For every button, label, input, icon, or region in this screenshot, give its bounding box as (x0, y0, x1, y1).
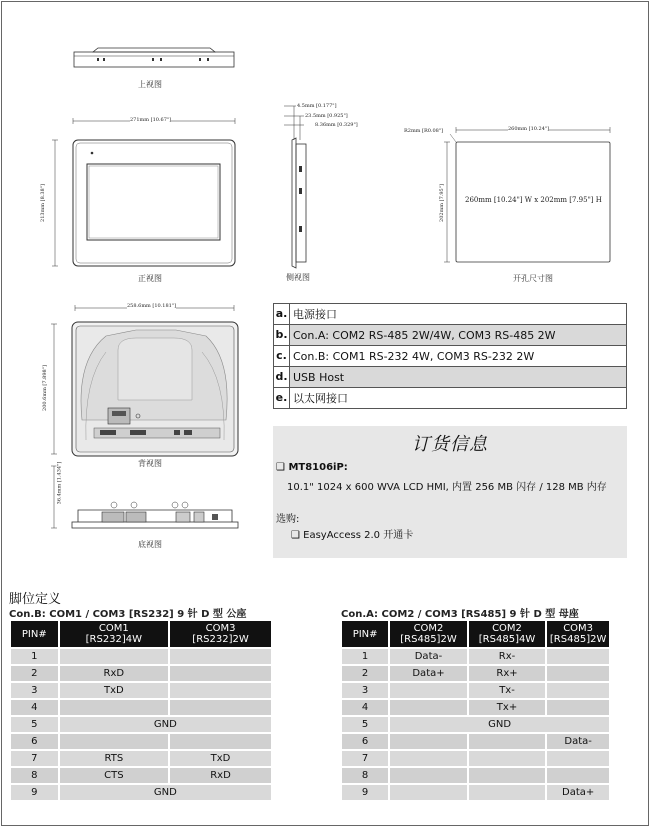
front-width-dim: 271mm [10.67"] (130, 117, 172, 123)
table-cell: 7 (11, 751, 58, 766)
table-cell: 6 (11, 734, 58, 749)
table-header: COM3 [RS232]2W (170, 621, 271, 647)
table-cell: 9 (342, 785, 388, 800)
table-cell: GND (60, 717, 271, 732)
back-view-label: 背视图 (138, 459, 162, 468)
table-cell (469, 768, 546, 783)
order-info-title: 订货信息 (412, 434, 488, 455)
legend-key: c. (274, 346, 290, 366)
table-cell: Tx- (469, 683, 546, 698)
table-cell (170, 649, 271, 664)
legend-text: USB Host (293, 370, 345, 384)
table-cell (170, 700, 271, 715)
legend-text: Con.A: COM2 RS-485 2W/4W, COM3 RS-485 2W (293, 328, 556, 342)
table-cell: GND (390, 717, 609, 732)
side-view-drawing (280, 100, 310, 272)
table-cell (547, 683, 609, 698)
table-cell: 5 (342, 717, 388, 732)
table-header: COM2 [RS485]2W (390, 621, 467, 647)
top-view-drawing (70, 44, 238, 72)
conb-pin-table (9, 619, 273, 802)
table-cell (60, 649, 168, 664)
cutout-radius-dim: R2mm [R0.08"] (404, 128, 444, 134)
cutout-width-dim: 260mm [10.24"] (508, 126, 550, 132)
legend-row (274, 388, 626, 408)
table-cell (547, 666, 609, 681)
table-row (342, 683, 609, 698)
table-cell: 3 (11, 683, 58, 698)
table-header: COM3 [RS485]2W (547, 621, 609, 647)
table-header: COM1 [RS232]4W (60, 621, 168, 647)
legend-row (274, 325, 626, 346)
table-cell: 5 (11, 717, 58, 732)
table-cell: Rx- (469, 649, 546, 664)
legend-key: d. (274, 367, 290, 387)
order-info-panel (273, 426, 627, 558)
table-row (11, 785, 271, 800)
table-cell: Tx+ (469, 700, 546, 715)
table-row (11, 734, 271, 749)
table-cell: Data+ (390, 666, 467, 681)
table-cell: 6 (342, 734, 388, 749)
table-row (342, 717, 609, 732)
table-row (342, 785, 609, 800)
table-cell: 4 (11, 700, 58, 715)
table-cell: 8 (342, 768, 388, 783)
cutout-view-label: 开孔尺寸图 (513, 274, 553, 283)
bottom-view-label: 底视图 (138, 540, 162, 549)
conb-title: Con.B: COM1 / COM3 [RS232] 9 针 D 型 公座 (9, 609, 247, 620)
table-cell (390, 751, 467, 766)
table-cell (390, 734, 467, 749)
front-view-drawing (46, 116, 242, 272)
table-cell (547, 768, 609, 783)
table-row (11, 666, 271, 681)
table-cell: 8 (11, 768, 58, 783)
table-cell: RxD (60, 666, 168, 681)
table-cell (390, 700, 467, 715)
side-dim-c: 8.36mm [0.329"] (315, 122, 358, 128)
table-cell: TxD (170, 751, 271, 766)
legend-text: Con.B: COM1 RS-232 4W, COM3 RS-232 2W (293, 349, 535, 363)
table-cell (60, 700, 168, 715)
legend-text: 电源接口 (293, 308, 337, 321)
bottom-height-dim: 36.4mm [1.434"] (56, 461, 63, 505)
order-model-desc: 10.1" 1024 x 600 WVA LCD HMI, 内置 256 MB 闪存 / 128 MB 内存 (287, 482, 607, 493)
bottom-view-drawing (46, 462, 242, 534)
table-cell (469, 734, 546, 749)
table-row (342, 734, 609, 749)
pin-definition-title: 脚位定义 (9, 592, 62, 607)
table-row (11, 751, 271, 766)
table-row (11, 649, 271, 664)
order-options-label: 选购: (276, 514, 300, 525)
table-row (342, 768, 609, 783)
side-dim-a: 4.5mm [0.177"] (297, 103, 337, 109)
table-cell: GND (60, 785, 271, 800)
table-cell (170, 734, 271, 749)
table-row (11, 768, 271, 783)
table-cell (170, 666, 271, 681)
front-view-label: 正视图 (138, 274, 162, 283)
table-row (342, 649, 609, 664)
legend-row (274, 304, 626, 325)
table-cell (469, 785, 546, 800)
table-cell: Data- (390, 649, 467, 664)
table-cell: 1 (11, 649, 58, 664)
legend-text: 以太网接口 (293, 392, 348, 405)
side-dim-b: 23.5mm [0.925"] (305, 113, 348, 119)
table-cell: RxD (170, 768, 271, 783)
side-view-label: 侧视图 (286, 273, 310, 282)
cona-pin-table (340, 619, 611, 802)
feature-legend (273, 303, 627, 409)
back-width-dim: 258.6mm [10.181"] (127, 303, 177, 309)
table-cell (390, 785, 467, 800)
table-cell (60, 734, 168, 749)
cutout-size-text: 260mm [10.24"] W x 202mm [7.95"] H (465, 196, 602, 204)
table-cell (390, 683, 467, 698)
legend-key: e. (274, 388, 290, 408)
table-row (342, 751, 609, 766)
table-cell: 7 (342, 751, 388, 766)
table-header: COM2 [RS485]4W (469, 621, 546, 647)
table-cell: Rx+ (469, 666, 546, 681)
table-header: PIN# (342, 621, 388, 647)
table-row (11, 683, 271, 698)
back-view-drawing (46, 300, 242, 458)
table-row (342, 666, 609, 681)
table-cell: 3 (342, 683, 388, 698)
table-cell (547, 751, 609, 766)
table-cell (469, 751, 546, 766)
table-cell (170, 683, 271, 698)
front-height-dim: 213mm [8.38"] (39, 184, 46, 222)
legend-key: b. (274, 325, 290, 345)
legend-row (274, 367, 626, 388)
cutout-height-dim: 202mm [7.95"] (438, 184, 445, 222)
table-cell: 2 (342, 666, 388, 681)
table-row (11, 717, 271, 732)
table-cell: TxD (60, 683, 168, 698)
cutout-drawing (440, 122, 620, 266)
table-cell: 2 (11, 666, 58, 681)
legend-row (274, 346, 626, 367)
cona-title: Con.A: COM2 / COM3 [RS485] 9 针 D 型 母座 (341, 609, 579, 620)
back-height-dim: 200.6mm [7.898"] (41, 365, 48, 411)
table-cell (547, 700, 609, 715)
table-row (11, 700, 271, 715)
table-cell: 1 (342, 649, 388, 664)
table-header: PIN# (11, 621, 58, 647)
order-option-easyaccess: ❑ EasyAccess 2.0 开通卡 (291, 530, 414, 541)
table-cell: Data+ (547, 785, 609, 800)
table-cell (547, 649, 609, 664)
table-cell: CTS (60, 768, 168, 783)
legend-key: a. (274, 304, 290, 324)
table-cell: 4 (342, 700, 388, 715)
table-row (342, 700, 609, 715)
top-view-label: 上视图 (138, 80, 162, 89)
table-cell: 9 (11, 785, 58, 800)
table-cell: RTS (60, 751, 168, 766)
table-cell: Data- (547, 734, 609, 749)
table-cell (390, 768, 467, 783)
order-model: ❑ MT8106iP: (276, 462, 348, 473)
